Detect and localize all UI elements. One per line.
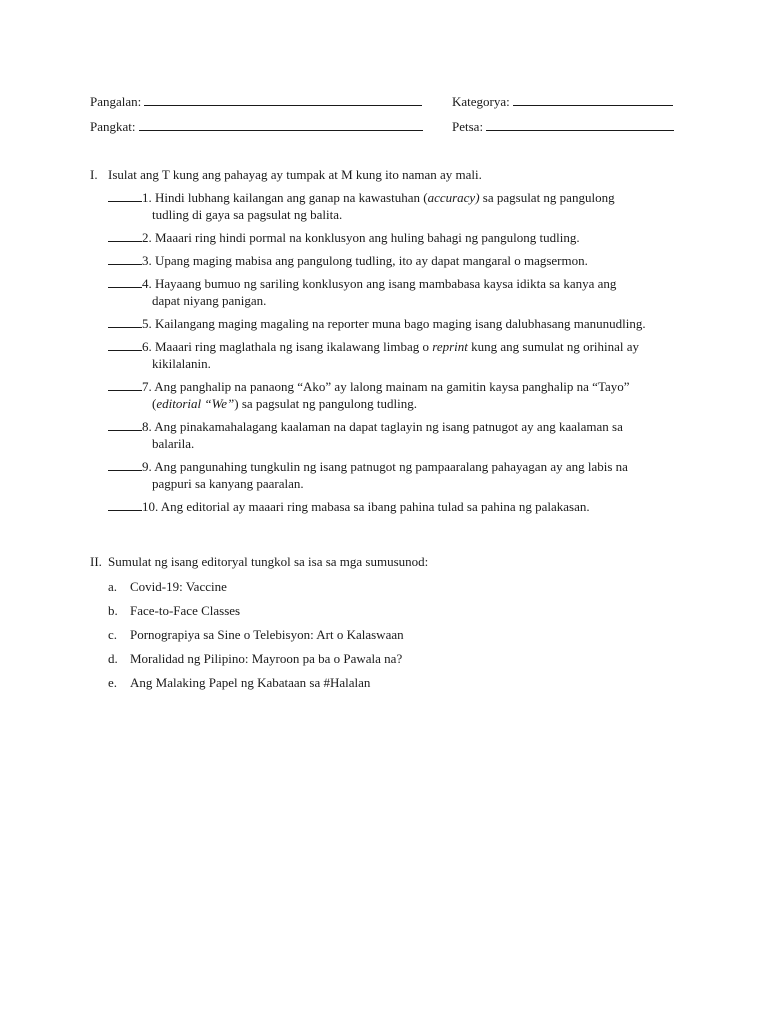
list-item [90, 418, 690, 452]
list-item [90, 498, 690, 515]
item-number: 1. [142, 190, 152, 205]
item-continuation: dapat niyang panigan. [152, 293, 267, 308]
section-blank-line[interactable] [139, 118, 423, 131]
item-text: Upang maging mabisa ang pangulong tudling, ito ay dapat mangaral o magsermon. [151, 253, 588, 268]
date-field[interactable] [452, 118, 674, 135]
list-item [90, 275, 690, 309]
item-number: 9. [142, 459, 152, 474]
answer-blank[interactable] [108, 418, 142, 431]
section-label: Pangkat: [90, 119, 136, 134]
topic-list [90, 578, 690, 691]
topic-letter: b. [108, 603, 118, 618]
list-item [90, 458, 690, 492]
list-item [90, 674, 690, 691]
answer-blank[interactable] [108, 275, 142, 288]
category-field[interactable] [452, 93, 673, 110]
list-item [90, 578, 690, 595]
item-number: 4. [142, 276, 152, 291]
list-item [90, 650, 690, 667]
category-blank-line[interactable] [513, 93, 673, 106]
item-text: Ang editorial ay maaari ring mabasa sa ibang pahina tulad sa pahina ng palakasan. [158, 499, 590, 514]
topic-text: Pornograpiya sa Sine o Telebisyon: Art o Kalaswaan [130, 627, 404, 642]
list-item [90, 189, 690, 223]
answer-blank[interactable] [108, 378, 142, 391]
part-1-instruction: Isulat ang T kung ang pahayag ay tumpak at M kung ito naman ay mali. [108, 167, 482, 182]
item-text: Hayaang bumuo ng sariling konklusyon ang isang mambabasa kaysa idikta sa kanya ang [151, 276, 617, 291]
list-item [90, 626, 690, 643]
item-number: 10. [142, 499, 159, 514]
item-text-end: sa pagsulat ng pangulong [479, 190, 615, 205]
item-number: 8. [142, 419, 152, 434]
item-continuation: pagpuri sa kanyang paaralan. [152, 476, 304, 491]
item-continuation: kikilalanin. [152, 356, 211, 371]
topic-text: Ang Malaking Papel ng Kabataan sa #Halalan [130, 675, 371, 690]
topic-letter: d. [108, 651, 118, 666]
item-continuation [108, 395, 690, 412]
topic-letter: a. [108, 579, 118, 594]
item-text: Maaari ring maglathala ng isang ikalawang limbag o [151, 339, 433, 354]
list-item [90, 378, 690, 412]
item-number: 5. [142, 316, 152, 331]
part-2-numeral: II. [90, 554, 102, 569]
item-italic-text: reprint [432, 339, 468, 354]
answer-blank[interactable] [108, 229, 142, 242]
item-text: Maaari ring hindi pormal na konklusyon ang huling bahagi ng pangulong tudling. [151, 230, 580, 245]
list-item [90, 602, 690, 619]
item-continuation-end: ) sa pagsulat ng pangulong tudling. [234, 396, 417, 411]
item-continuation-open: ( [152, 396, 157, 411]
answer-blank[interactable] [108, 252, 142, 265]
item-text: Ang pinakamahalagang kaalaman na dapat taglayin ng isang patnugot ay ang kaalaman sa [151, 419, 623, 434]
part-1 [90, 166, 690, 521]
part-1-heading [90, 166, 690, 183]
header-row-2 [90, 118, 680, 136]
item-text: Hindi lubhang kailangan ang ganap na kawastuhan ( [151, 190, 428, 205]
category-label: Kategorya: [452, 94, 510, 109]
section-field[interactable] [90, 118, 423, 135]
item-text: Ang pangunahing tungkulin ng isang patnugot ng pampaaralang pahayagan ay ang labis na [151, 459, 628, 474]
topic-text: Moralidad ng Pilipino: Mayroon pa ba o Pawala na? [130, 651, 403, 666]
name-field[interactable] [90, 93, 422, 110]
topic-letter: e. [108, 675, 118, 690]
item-continuation: tudling di gaya sa pagsulat ng balita. [152, 207, 343, 222]
item-number: 3. [142, 253, 152, 268]
list-item [90, 338, 690, 372]
part-2-heading [90, 553, 690, 570]
list-item [90, 229, 690, 246]
item-number: 6. [142, 339, 152, 354]
part-2-instruction: Sumulat ng isang editoryal tungkol sa isa sa mga sumusunod: [108, 554, 429, 569]
list-item [90, 252, 690, 269]
item-text: Ang panghalip na panaong “Ako” ay lalong mainam na gamitin kaysa panghalip na “Tayo” [151, 379, 630, 394]
topic-letter: c. [108, 627, 118, 642]
item-italic-text: editorial “We” [156, 396, 235, 411]
list-item [90, 315, 690, 332]
name-blank-line[interactable] [144, 93, 422, 106]
topic-text: Face-to-Face Classes [130, 603, 241, 618]
date-blank-line[interactable] [486, 118, 674, 131]
name-label: Pangalan: [90, 94, 142, 109]
answer-blank[interactable] [108, 315, 142, 328]
item-text-end: kung ang sumulat ng orihinal ay [467, 339, 640, 354]
part-2 [90, 553, 690, 698]
part-1-numeral: I. [90, 167, 98, 182]
answer-blank[interactable] [108, 458, 142, 471]
item-number: 2. [142, 230, 152, 245]
item-text: Kailangang maging magaling na reporter muna bago maging isang dalubhasang manunudling. [151, 316, 646, 331]
date-label: Petsa: [452, 119, 484, 134]
item-italic-text: accuracy) [427, 190, 480, 205]
item-continuation: balarila. [152, 436, 195, 451]
answer-blank[interactable] [108, 498, 142, 511]
answer-blank[interactable] [108, 338, 142, 351]
answer-blank[interactable] [108, 189, 142, 202]
topic-text: Covid-19: Vaccine [130, 579, 227, 594]
item-number: 7. [142, 379, 152, 394]
true-false-list [90, 189, 690, 515]
header-row-1 [90, 93, 680, 111]
